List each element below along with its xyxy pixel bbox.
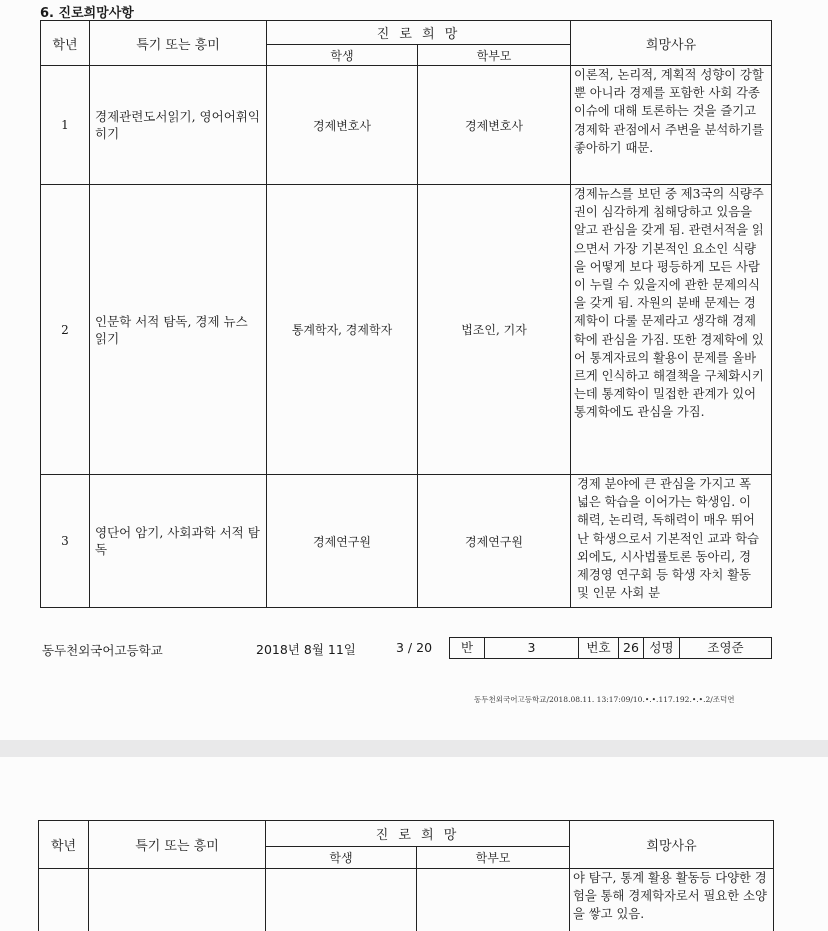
student-hope-cell: 경제변호사 (267, 66, 418, 185)
reason-cell: 야 탐구, 통계 활용 활동등 다양한 경험을 통해 경제학자로서 필요한 소양을 쌓고 있음. (570, 869, 774, 931)
student-hope-cell: 통계학자, 경제학자 (267, 185, 418, 475)
number-value: 26 (618, 638, 643, 658)
section-title: 6. 진로희망사항 (40, 6, 134, 21)
name-label: 성명 (643, 638, 679, 658)
table-row (41, 66, 772, 185)
grade-cell: 3 (41, 475, 90, 608)
student-hope-cell (266, 869, 417, 931)
grade-header: 학년 (41, 21, 90, 66)
parent-header: 학부모 (417, 847, 570, 869)
number-label: 번호 (578, 638, 618, 658)
table-row (41, 475, 772, 608)
document-page-2 (0, 757, 828, 931)
career-hope-header: 진 로 희 망 (267, 21, 571, 45)
reason-header: 희망사유 (570, 821, 774, 869)
page-footer (0, 637, 828, 661)
class-value: 3 (484, 638, 578, 658)
parent-hope-cell: 법조인, 기자 (418, 185, 571, 475)
student-header: 학생 (266, 847, 417, 869)
reason-cell: 이론적, 논리적, 계획적 성향이 강할 뿐 아니라 경제를 포함한 사회 각종 이슈에 대해 토론하는 것을 즐기고 경제학 관점에서 주변을 분석하기를 좋아하기 때문. (571, 66, 772, 185)
reason-cell (571, 475, 772, 608)
school-name: 동두천외국어고등학교 (42, 643, 163, 658)
reason-header: 희망사유 (571, 21, 772, 66)
table-row (41, 185, 772, 475)
parent-hope-cell (417, 869, 570, 931)
parent-hope-cell: 경제변호사 (418, 66, 571, 185)
grade-cell (39, 869, 89, 931)
page-number: 3 / 20 (396, 640, 433, 655)
reason-cell: 경제뉴스를 보던 중 제3국의 식량주권이 심각하게 침해당하고 있음을 알고 관심을 갖게 됨. 관련서적을 읽으면서 가장 기본적인 요소인 식량을 어떻게 보다 평등하게 모든 사람이 누릴 수 있을지에 관한 문제의식을 갖게 됨. 자원의 분배 문제는 경제학이 다룰 문제라고 생각해 경제학에 관심을 가짐. 또한 경제학에 있어 통계자료의 활용이 문제를 올바르게 인식하고 해결책을 구체화시키는데 통계학이 밀접한 관계가 있어 통계학에도 관심을 가짐. (571, 185, 772, 475)
career-hope-header: 진 로 희 망 (266, 821, 570, 847)
name-value: 조영준 (679, 638, 771, 658)
grade-header: 학년 (39, 821, 89, 869)
career-table-continued (38, 820, 774, 931)
table-row (39, 869, 774, 931)
specialty-header: 특기 또는 흥미 (89, 821, 266, 869)
specialty-cell: 경제관련도서읽기, 영어어휘익히기 (90, 66, 267, 185)
parent-hope-cell: 경제연구원 (418, 475, 571, 608)
student-header: 학생 (267, 45, 418, 66)
student-info-box (449, 637, 772, 659)
specialty-cell (89, 869, 266, 931)
specialty-header: 특기 또는 흥미 (90, 21, 267, 66)
parent-header: 학부모 (418, 45, 571, 66)
student-hope-cell: 경제연구원 (267, 475, 418, 608)
print-date: 2018년 8월 11일 (256, 642, 356, 657)
class-label: 반 (460, 640, 474, 655)
print-stamp: 동두천외국어고등학교/2018.08.11. 13:17:09/10.•.•.117.192.•.•.2/조덕연 (474, 695, 735, 704)
specialty-cell: 인문학 서적 탐독, 경제 뉴스 읽기 (90, 185, 267, 475)
specialty-cell: 영단어 암기, 사회과학 서적 탐독 (90, 475, 267, 608)
career-table (40, 20, 772, 608)
grade-cell: 2 (41, 185, 90, 475)
reason-text: 경제 분야에 큰 관심을 가지고 폭넓은 학습을 이어가는 학생임. 이해력, 논리력, 독해력이 매우 뛰어난 학생으로서 기본적인 교과 학습 외에도, 시사법률토론 동아리, 경제경영 연구회 등 학생 자치 활동 및 인문 사회 분 (577, 477, 759, 601)
grade-cell: 1 (41, 66, 90, 185)
